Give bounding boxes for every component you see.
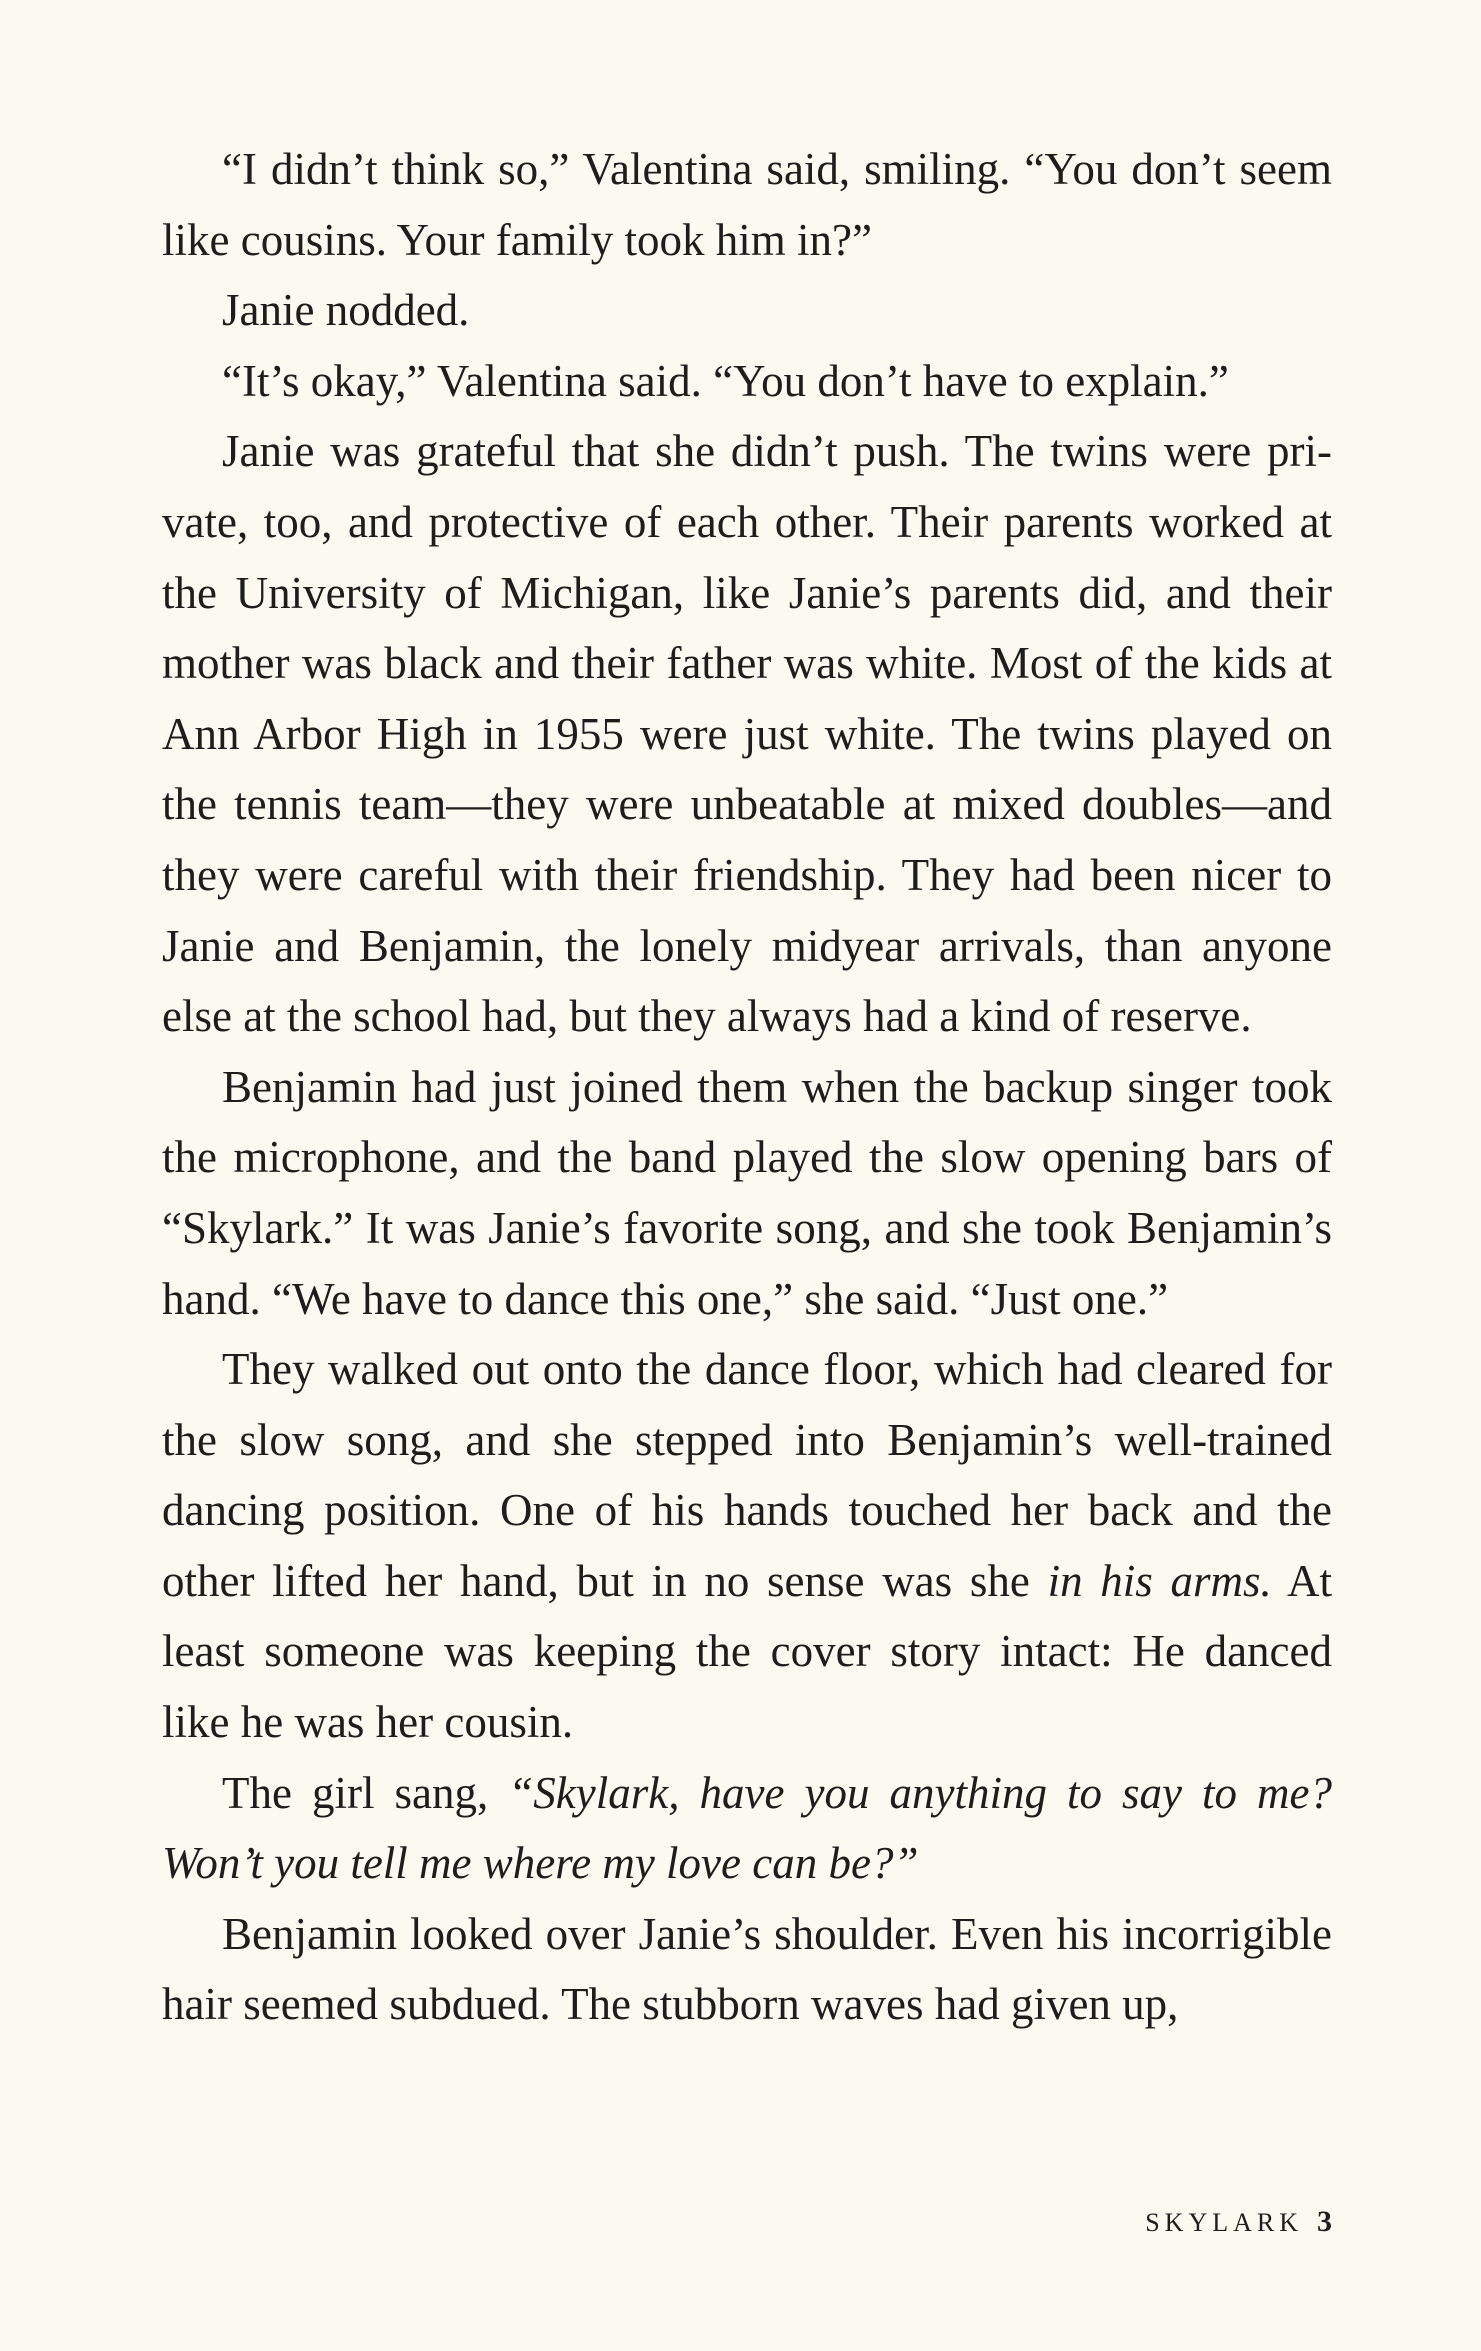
paragraph-8: Benjamin looked over Janie’s shoulder. Even his incorrigible hair seemed subdued. The stubborn waves had given up, [162,1908,1332,2030]
paragraph-7-text-before: The girl sang, [222,1767,509,1818]
paragraph-4: Janie was grateful that she didn’t push. The twins were private, too, and protective of each other. Their parents worked at the University of Michigan, like Janie’s parents did, and their mother was black and their father was white. Most of the kids at Ann Arbor High in 1955 were just white. The twins played on the tennis team—they were unbeatable at mixed doubles—and they were careful with their friendship. They had been nicer to Janie and Benjamin, the lonely midyear arrivals, than anyone else at the school had, but they always had a kind of reserve. [162,426,1332,1042]
page-body [162,134,1332,2040]
paragraph-7-italic: “Skylark, have you anything to say to me? Won’t you tell me where my love can be?” [162,1767,1332,1889]
paragraph-6-text-before: They walked out onto the dance floor, which had cleared for the slow song, and she stepped into Benjamin’s well-trained dancing position. One of his hands touched her back and the other lifted her hand, but in no sense was she [162,1344,1332,1606]
running-head: SKYLARK [1145,2208,1303,2237]
paragraph-5: Benjamin had just joined them when the backup singer took the microphone, and the band played the slow opening bars of “Skylark.” It was Janie’s favorite song, and she took Benjamin’s hand. “We have to dance this one,” she said. “Just one.” [162,1061,1332,1324]
paragraph-1: “I didn’t think so,” Valentina said, smiling. “You don’t seem like cousins. Your family took him in?” [162,144,1332,265]
paragraph-6-text-after: At least someone was keeping the cover story intact: He danced like he was her cousin. [162,1555,1332,1748]
paragraph-7 [162,1758,1332,1899]
paragraph-3: “It’s okay,” Valentina said. “You don’t have to explain.” [222,355,1229,406]
paragraph-6 [162,1334,1332,1758]
paragraph-6-italic: in his arms. [1047,1555,1272,1606]
page-footer [1145,2205,1332,2239]
page-number: 3 [1317,2205,1332,2238]
paragraph-2: Janie nodded. [222,285,470,336]
